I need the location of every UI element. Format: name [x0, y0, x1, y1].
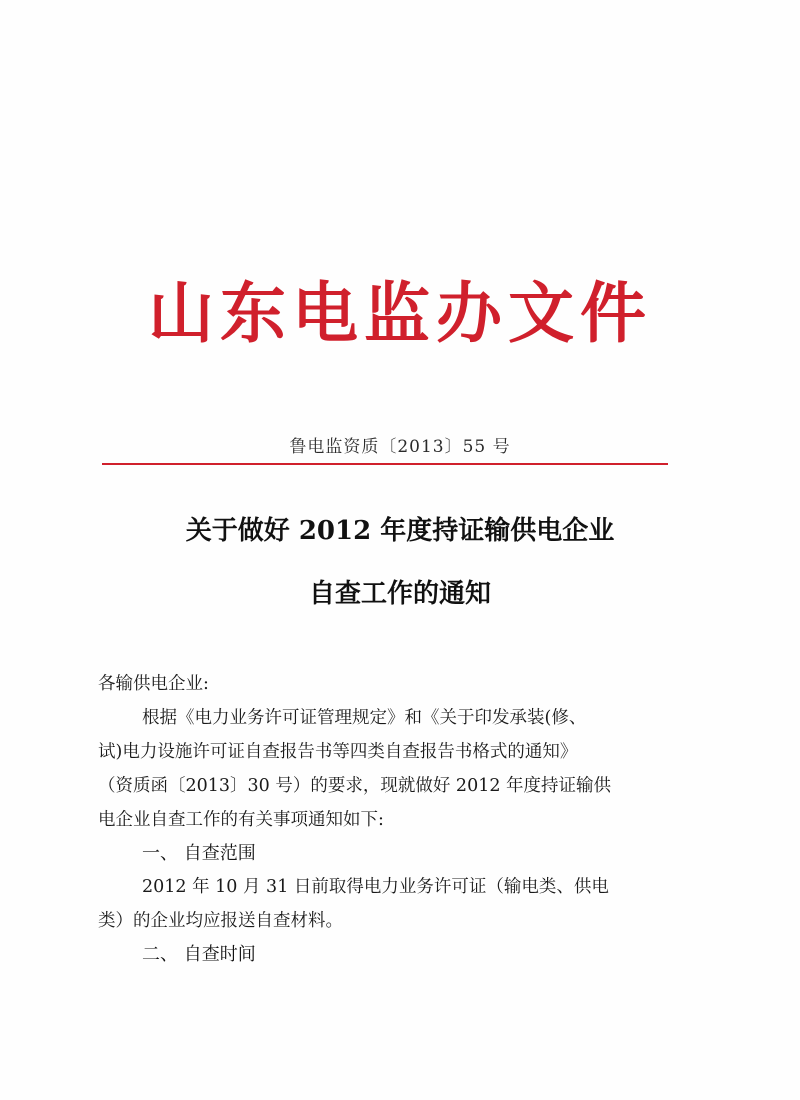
- paragraph1-line3: （资质函〔2013〕30 号）的要求，现就做好 2012 年度持证输供: [98, 776, 612, 796]
- paragraph1-line4: 电企业自查工作的有关事项通知如下:: [98, 810, 384, 830]
- paragraph1-line2: 试)电力设施许可证自查报告书等四类自查报告书格式的通知》: [98, 742, 578, 762]
- section1-line2: 类）的企业均应报送自查材料。: [98, 911, 343, 931]
- notice-title-line2: 自查工作的通知: [308, 579, 491, 609]
- section2-heading: 二、 自查时间: [142, 944, 256, 965]
- header-red-rule: [102, 463, 668, 465]
- paragraph1-line1: 根据《电力业务许可证管理规定》和《关于印发承装(修、: [142, 708, 587, 728]
- document-number: 鲁电监资质〔2013〕55 号: [289, 437, 511, 457]
- document-header-title: 山东电监办文件: [148, 274, 652, 352]
- section1-heading: 一、 自查范围: [142, 843, 256, 864]
- section1-line1: 2012 年 10 月 31 日前取得电力业务许可证（输电类、供电: [142, 877, 609, 897]
- notice-title-line1: 关于做好 2012 年度持证输供电企业: [185, 516, 615, 546]
- salutation: 各输供电企业:: [98, 674, 209, 694]
